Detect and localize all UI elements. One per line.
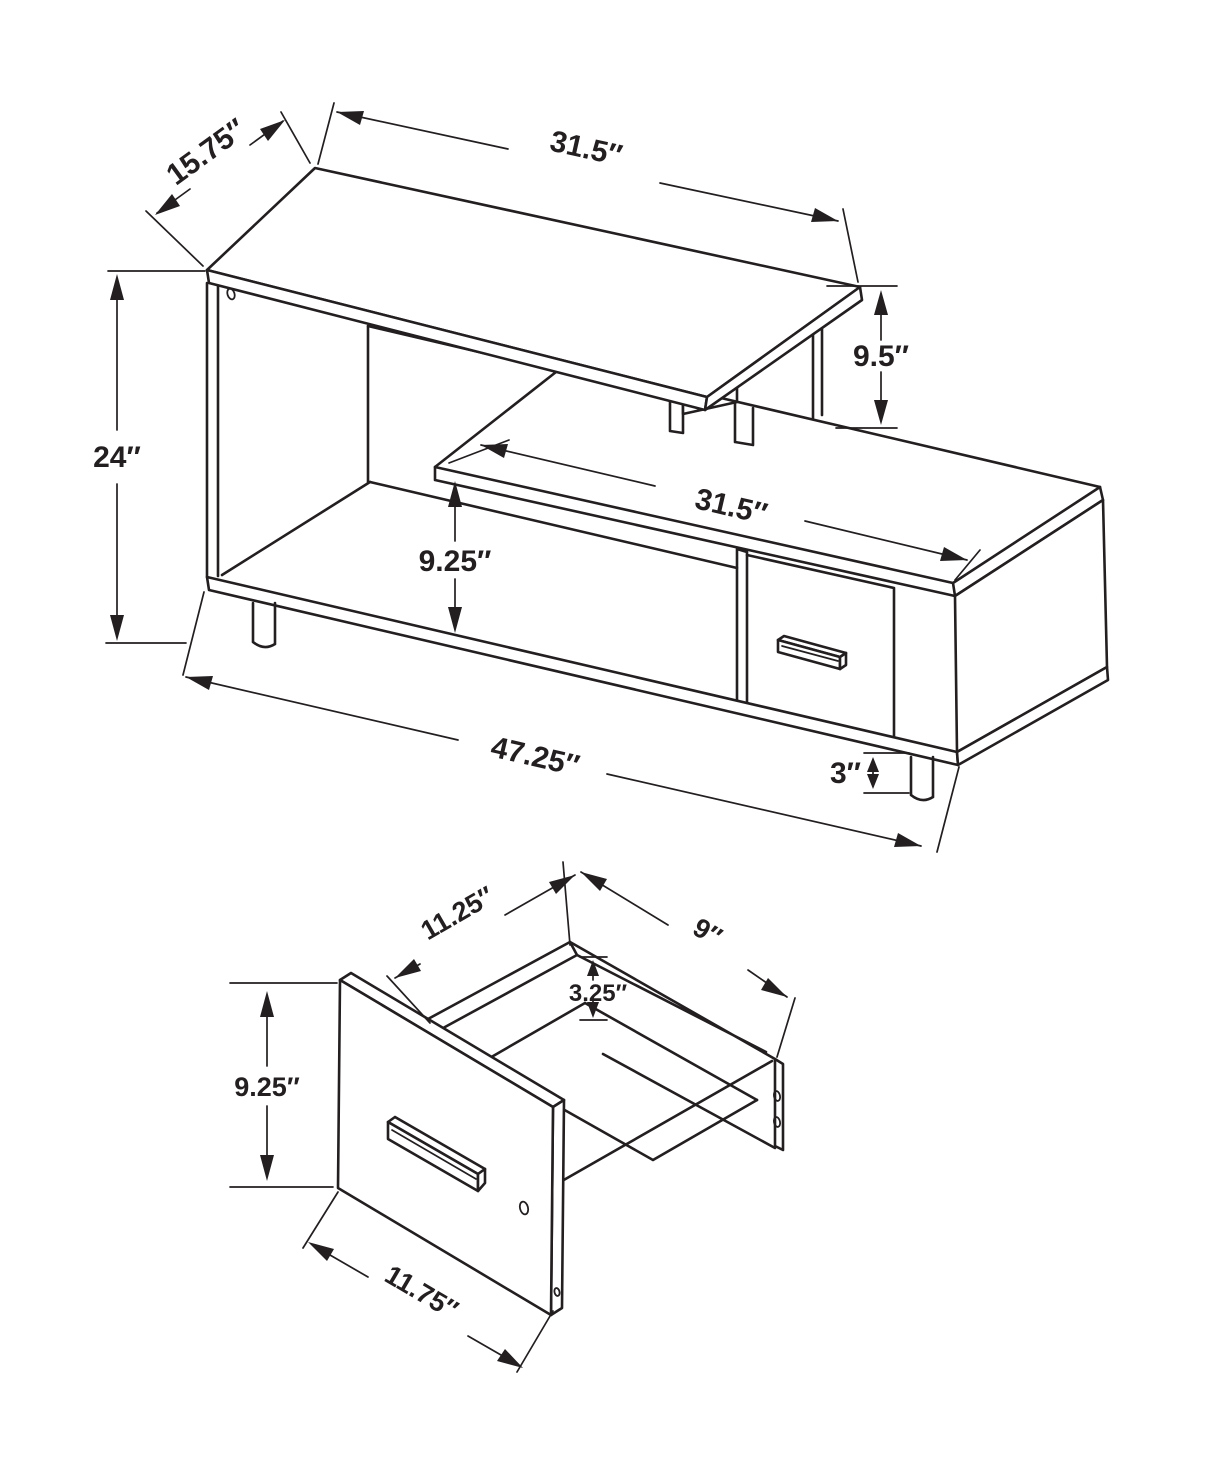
arrowhead (874, 290, 888, 315)
dimension-line (581, 872, 787, 997)
arrowhead (497, 1349, 523, 1368)
floor-front-right-edges (554, 1100, 757, 1160)
arrowhead (448, 607, 462, 633)
drawer-handle (778, 636, 846, 669)
right-wall-top-edge (562, 1061, 772, 1181)
dim-label-top-depth: 15.75″ (160, 112, 253, 192)
right-divider-panel (813, 328, 822, 419)
dim-label-total-height: 24″ (93, 441, 141, 474)
dim-shelf-width (449, 440, 980, 580)
tv-stand-figure (93, 103, 1108, 852)
arrowhead (874, 400, 888, 425)
extension-lines (183, 592, 959, 852)
back-wall-end-strip (775, 1059, 783, 1150)
arrowhead (481, 444, 508, 458)
dim-drawer-front-height (230, 983, 337, 1187)
dimension-line (864, 753, 909, 793)
dim-label-front-height: 9.25″ (234, 1072, 300, 1102)
dim-label-shelf-width: 31.5″ (691, 482, 771, 532)
drawer-figure (230, 862, 795, 1372)
dim-total-width (183, 592, 959, 852)
arrowhead (549, 875, 575, 894)
arrowhead (940, 547, 967, 561)
arrowhead (260, 1155, 274, 1181)
dim-drawer-depth (581, 872, 795, 1057)
cabinet-partition (737, 549, 747, 703)
dim-label-leg-height: 3″ (829, 757, 861, 790)
arrowhead (894, 833, 921, 847)
floor-left-edge (481, 1003, 585, 1063)
arrowhead (395, 959, 421, 978)
bottom-shelf-front-face (207, 577, 958, 765)
arrowhead (337, 111, 364, 125)
interior-floor-left-edge (222, 482, 370, 575)
back-partition-edges (735, 403, 753, 445)
arrowhead (155, 194, 180, 215)
arrowhead (581, 872, 607, 891)
dim-total-height (93, 271, 205, 643)
dim-label-top-width: 31.5″ (546, 124, 626, 173)
extension-line (777, 998, 795, 1057)
dim-opening-height (419, 481, 492, 633)
front-right-leg (911, 757, 933, 800)
middle-shelf-back-edge (721, 398, 1100, 487)
arrowhead (186, 676, 213, 690)
left-panel-front-strip (207, 283, 218, 577)
arrowhead (308, 1242, 334, 1261)
arrowhead (811, 208, 838, 222)
arrowhead (867, 757, 879, 772)
middle-shelf-front-edges (435, 467, 955, 596)
front-left-leg (253, 603, 275, 647)
handle-end (840, 653, 846, 669)
dim-leg-height (830, 753, 909, 793)
back-wall-bottom-edge (603, 1054, 775, 1148)
dim-label-depth: 9″ (687, 912, 728, 953)
dim-label-inner-height: 3.25″ (568, 980, 628, 1007)
dim-label-shelf-drop: 9.5″ (852, 340, 910, 373)
arrowhead (867, 774, 879, 789)
dim-label-total-width: 47.25″ (487, 730, 583, 783)
dim-label-inner-width: 11.25″ (415, 880, 500, 946)
dim-label-opening-height: 9.25″ (418, 545, 492, 578)
dim-label-front-width: 11.75″ (379, 1259, 464, 1326)
arrowhead (110, 274, 124, 300)
arrowhead (260, 120, 285, 141)
middle-shelf-and-cabinet (435, 372, 1107, 752)
arrowhead (260, 991, 274, 1017)
arrowhead (110, 615, 124, 641)
